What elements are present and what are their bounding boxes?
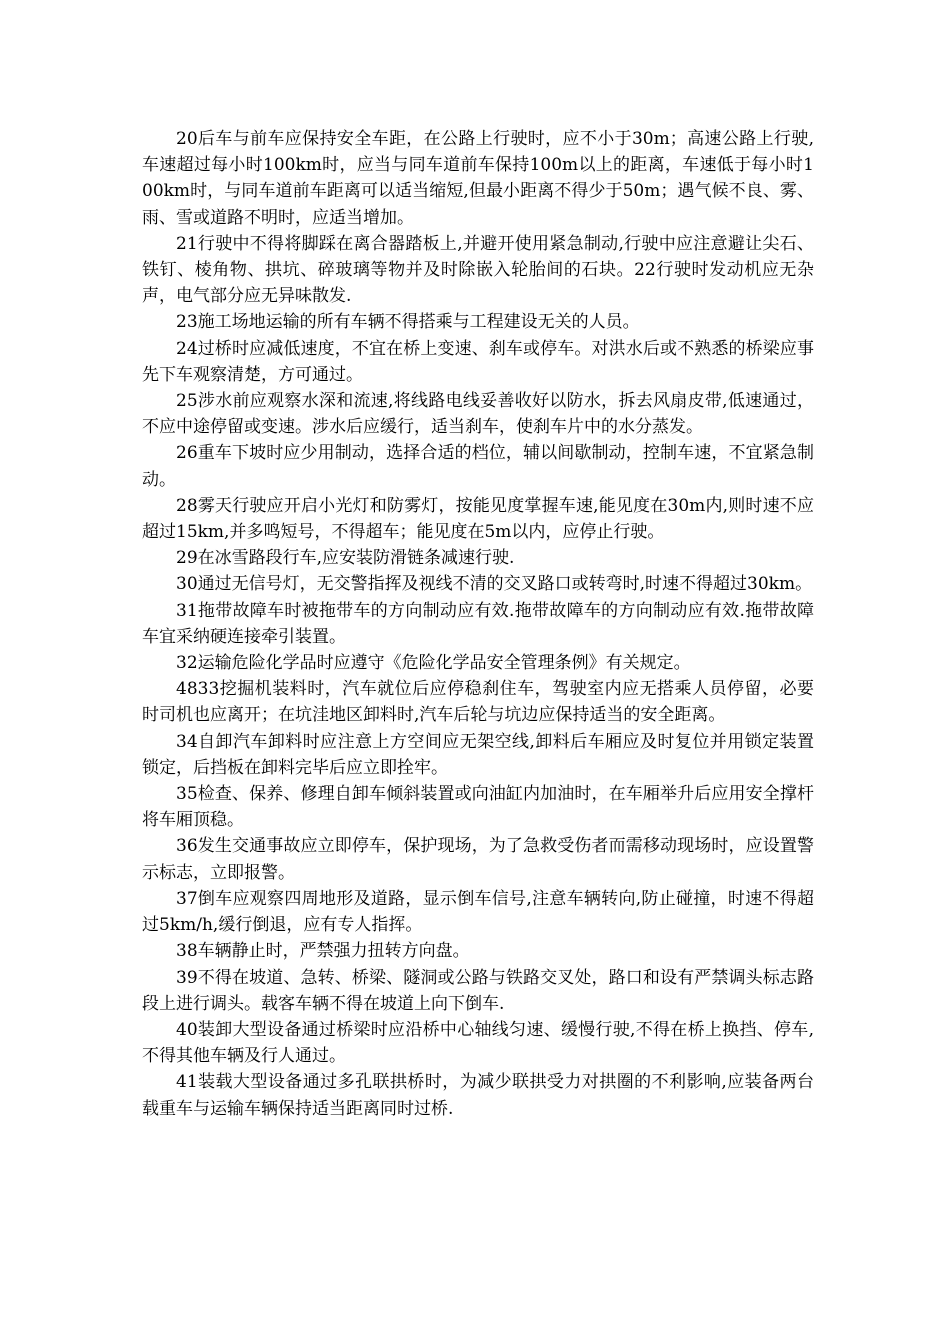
paragraph-21: 21行驶中不得将脚踩在离合器踏板上,并避开使用紧急制动,行驶中应注意避让尖石、铁钉、棱角物、拱坑、碎玻璃等物并及时除嵌入轮胎间的石块。22行驶时发动机应无杂声，电气部分应无异味散发. <box>142 233 814 307</box>
paragraph-29: 29在冰雪路段行车,应安装防滑链条减速行驶. <box>176 548 515 569</box>
paragraph-40: 40装卸大型设备通过桥梁时应沿桥中心轴线匀速、缓慢行驶,不得在桥上换挡、停车,不得其他车辆及行人通过。 <box>142 1019 814 1067</box>
document-body <box>142 126 814 1122</box>
paragraph-31: 31拖带故障车时被拖带车的方向制动应有效.拖带故障车的方向制动应有效.拖带故障车宜采纳硬连接牵引装置。 <box>142 600 814 647</box>
paragraph-35: 35检查、保养、修理自卸车倾斜装置或向油缸内加油时，在车厢举升后应用安全撑杆将车厢顶稳。 <box>142 784 814 831</box>
paragraph-32: 32运输危险化学品时应遵守《危险化学品安全管理条例》有关规定。 <box>176 653 691 674</box>
paragraph-39: 39不得在坡道、急转、桥梁、隧洞或公路与铁路交叉处，路口和设有严禁调头标志路段上进行调头。载客车辆不得在坡道上向下倒车. <box>142 967 814 1014</box>
paragraph-28: 28雾天行驶应开启小光灯和防雾灯，按能见度掌握车速,能见度在30m内,则时速不应超过15km,并多鸣短号，不得超车；能见度在5m以内，应停止行驶。 <box>142 495 814 543</box>
paragraph-36: 36发生交通事故应立即停车，保护现场，为了急救受伤者而需移动现场时，应设置警示标志，立即报警。 <box>142 836 814 883</box>
paragraph-30: 30通过无信号灯，无交警指挥及视线不清的交叉路口或转弯时,时速不得超过30km。 <box>176 574 813 595</box>
paragraph-4833: 4833挖掘机装料时，汽车就位后应停稳刹住车，驾驶室内应无搭乘人员停留，必要时司机也应离开；在坑洼地区卸料时,汽车后轮与坑边应保持适当的安全距离。 <box>142 679 814 726</box>
paragraph-23: 23施工场地运输的所有车辆不得搭乘与工程建设无关的人员。 <box>176 312 640 333</box>
paragraph-20: 20后车与前车应保持安全车距，在公路上行驶时，应不小于30m；高速公路上行驶,车速超过每小时100km时，应当与同车道前车保持100m以上的距离，车速低于每小时100km时，与同车道前车距离可以适当缩短,但最小距离不得少于50m；遇气候不良、雾、雨、雪或道路不明时，应适当增加。 <box>142 129 814 228</box>
paragraph-34: 34自卸汽车卸料时应注意上方空间应无架空线,卸料后车厢应及时复位并用锁定装置锁定，后挡板在卸料完毕后应立即拴牢。 <box>142 731 814 778</box>
paragraph-37: 37倒车应观察四周地形及道路，显示倒车信号,注意车辆转向,防止碰撞，时速不得超过5km/h,缓行倒退，应有专人指挥。 <box>142 888 814 936</box>
paragraph-24: 24过桥时应减低速度，不宜在桥上变速、刹车或停车。对洪水后或不熟悉的桥梁应事先下车观察清楚，方可通过。 <box>142 338 814 385</box>
paragraph-41: 41装载大型设备通过多孔联拱桥时，为减少联拱受力对拱圈的不利影响,应装备两台载重车与运输车辆保持适当距离同时过桥. <box>142 1072 814 1119</box>
paragraph-25: 25涉水前应观察水深和流速,将线路电线妥善收好以防水，拆去风扇皮带,低速通过，不应中途停留或变速。涉水后应缓行，适当刹车，使刹车片中的水分蒸发。 <box>142 391 814 438</box>
paragraph-26: 26重车下坡时应少用制动，选择合适的档位，辅以间歇制动，控制车速，不宜紧急制动。 <box>142 443 814 490</box>
paragraph-38: 38车辆静止时，严禁强力扭转方向盘。 <box>176 941 470 962</box>
